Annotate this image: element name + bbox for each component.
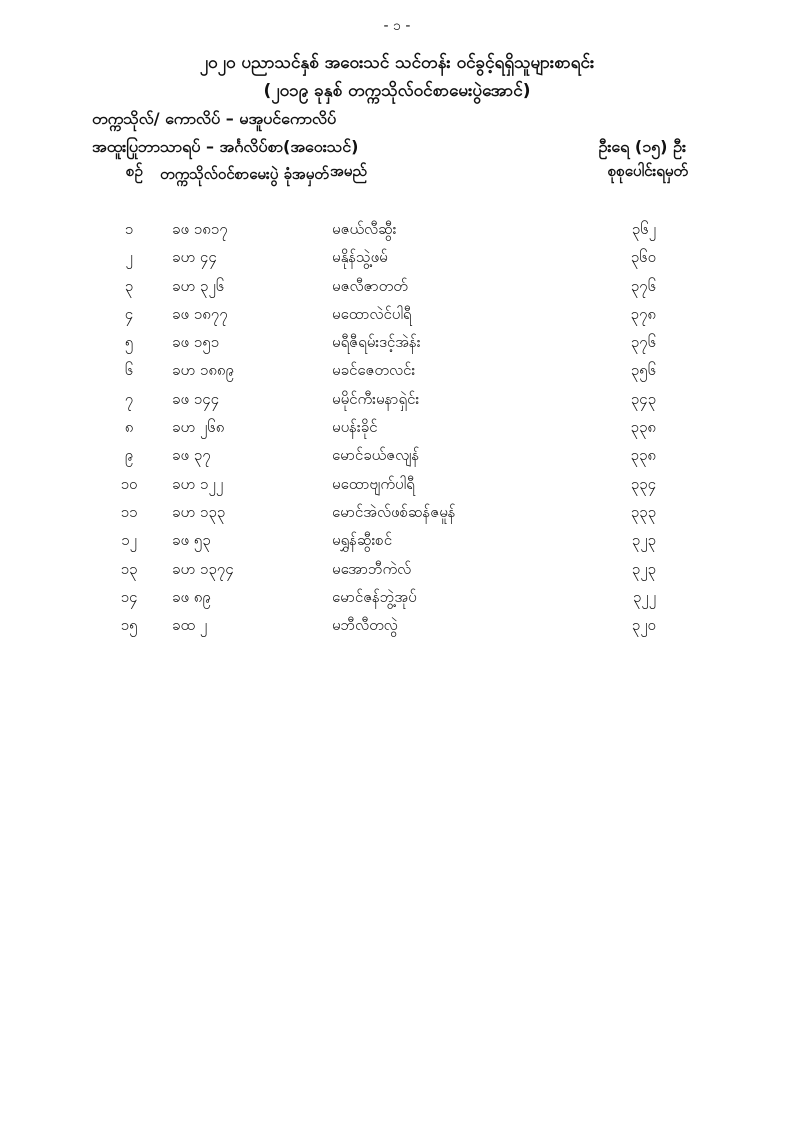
serial-no: ၄ xyxy=(124,304,134,323)
student-name: မထောလဲင်ပါရီ xyxy=(332,304,412,323)
table-row xyxy=(0,499,794,527)
serial-no: ၁၂ xyxy=(121,531,137,550)
table-row xyxy=(0,386,794,414)
roll-number: ခထ ၂ xyxy=(172,616,208,635)
serial-no: ၉ xyxy=(124,446,134,465)
roll-number: ခဟ ၁၈၈၉ xyxy=(172,361,234,380)
student-name: မဇယ်လီဆွီး xyxy=(332,220,397,238)
roll-number: ခဟ ၂၆၈ xyxy=(172,418,225,437)
serial-no: ၅ xyxy=(124,333,134,352)
serial-no: ၆ xyxy=(124,361,134,380)
roll-number: ခဖ ၃၇ xyxy=(172,446,211,465)
student-name: မပန်းခိုင် xyxy=(332,418,378,437)
student-name: မရွှန်ဆွီးစင် xyxy=(332,531,393,550)
student-count: ဦးရေ (၁၅) ဦး xyxy=(598,137,686,156)
student-name: မအောဘီကဲလ် xyxy=(332,559,412,578)
student-list xyxy=(0,216,794,640)
total-marks: ၃၃၈ xyxy=(630,418,656,437)
table-row xyxy=(0,329,794,357)
header-serial-no: စဉ် xyxy=(126,162,143,180)
student-name: မခင်ဇေတလင်း xyxy=(332,361,416,380)
total-marks: ၃၆၂ xyxy=(631,220,656,238)
table-row xyxy=(0,527,794,555)
roll-number: ခဟ ၁၃၃ xyxy=(172,502,226,521)
table-row xyxy=(0,357,794,385)
college-line: တက္ကသိုလ်/ ကောလိပ် – မအူပင်ကောလိပ် xyxy=(92,109,337,128)
major-subject-line: အထူးပြုဘာသာရပ် – အင်္ဂလိပ်စာ(အဝေးသင်) xyxy=(92,137,359,156)
student-name: မရီဇီရမ်းဒင့်အဲန်း xyxy=(332,333,421,352)
page-number: - ၁ - xyxy=(383,18,411,34)
table-row xyxy=(0,216,794,244)
serial-no: ၁၅ xyxy=(120,616,138,635)
student-name: မောင်ခယ်ဇလျန် xyxy=(332,446,420,465)
roll-number: ခဖ ၁၈၇၇ xyxy=(172,304,228,323)
document-subtitle: (၂၀၁၉ ခုနှစ် တက္ကသိုလ်ဝင်စာမေးပွဲအောင်) xyxy=(263,81,531,101)
table-row xyxy=(0,244,794,272)
table-row xyxy=(0,612,794,640)
total-marks: ၃၆၀ xyxy=(630,248,656,267)
roll-number: ခဖ ၁၈၁၇ xyxy=(172,220,228,238)
table-row xyxy=(0,414,794,442)
header-roll-number: တက္ကသိုလ်ဝင်စာမေးပွဲ ခုံအမှတ် xyxy=(160,165,329,183)
serial-no: ၁၃ xyxy=(120,559,138,578)
serial-no: ၃ xyxy=(124,276,134,295)
serial-no: ၁၀ xyxy=(120,474,138,493)
table-row xyxy=(0,556,794,584)
roll-number: ခဖ ၁၄၄ xyxy=(172,389,220,408)
serial-no: ၂ xyxy=(125,248,133,267)
student-name: မဘီလီတလွဲ xyxy=(332,616,398,635)
table-row xyxy=(0,442,794,470)
student-name: မောင်ဇန်ဘွဲ့အုပ် xyxy=(332,587,417,606)
student-name: မောင်အဲလ်ဖစ်ဆန်ဇမူန် xyxy=(332,502,456,521)
total-marks: ၃၄၃ xyxy=(630,389,656,408)
serial-no: ၁ xyxy=(124,220,134,238)
roll-number: ခဖ ၅၃ xyxy=(172,531,211,550)
serial-no: ၇ xyxy=(124,389,134,408)
roll-number: ခဟ ၁၂၂ xyxy=(172,474,224,493)
student-name: မမိုင်ကီးမနာရှဲင်း xyxy=(332,389,420,408)
total-marks: ၃၃၄ xyxy=(630,474,656,493)
roll-number: ခဖ ၁၅၁ xyxy=(172,333,220,352)
student-name: မထောဗျက်ပါရီ xyxy=(332,474,415,493)
table-row xyxy=(0,584,794,612)
total-marks: ၃၂၀ xyxy=(631,616,656,635)
serial-no: ၁၁ xyxy=(120,502,138,521)
header-total-marks: စုစုပေါင်းရမှတ် xyxy=(607,162,688,180)
document-title: ၂၀၂၀ ပညာသင်နှစ် အဝေးသင် သင်တန်း ဝင်ခွင့်ရရှိသူများစာရင်း xyxy=(199,53,595,73)
table-row xyxy=(0,471,794,499)
student-name: မနိုန်သွဲ့ဖမ် xyxy=(332,248,388,267)
total-marks: ၃၂၂ xyxy=(632,587,656,606)
total-marks: ၃၅၆ xyxy=(630,361,656,380)
total-marks: ၃၂၃ xyxy=(631,559,656,578)
table-row xyxy=(0,273,794,301)
total-marks: ၃၇၆ xyxy=(630,333,656,352)
roll-number: ခဖ ၈၉ xyxy=(172,587,211,606)
roll-number: ခဟ ၁၃၇၄ xyxy=(172,559,234,578)
total-marks: ၃၇၆ xyxy=(630,276,656,295)
student-name: မဇလီဇာတတ် xyxy=(332,276,408,295)
table-row xyxy=(0,301,794,329)
total-marks: ၃၇၈ xyxy=(630,304,656,323)
serial-no: ၈ xyxy=(124,418,134,437)
total-marks: ၃၂၃ xyxy=(631,531,656,550)
total-marks: ၃၃၃ xyxy=(630,502,656,521)
roll-number: ခဟ ၃၂၆ xyxy=(172,276,225,295)
total-marks: ၃၃၈ xyxy=(630,446,656,465)
header-name: အမည် xyxy=(330,162,367,180)
roll-number: ခဟ ၄၄ xyxy=(172,248,217,267)
serial-no: ၁၄ xyxy=(120,587,138,606)
